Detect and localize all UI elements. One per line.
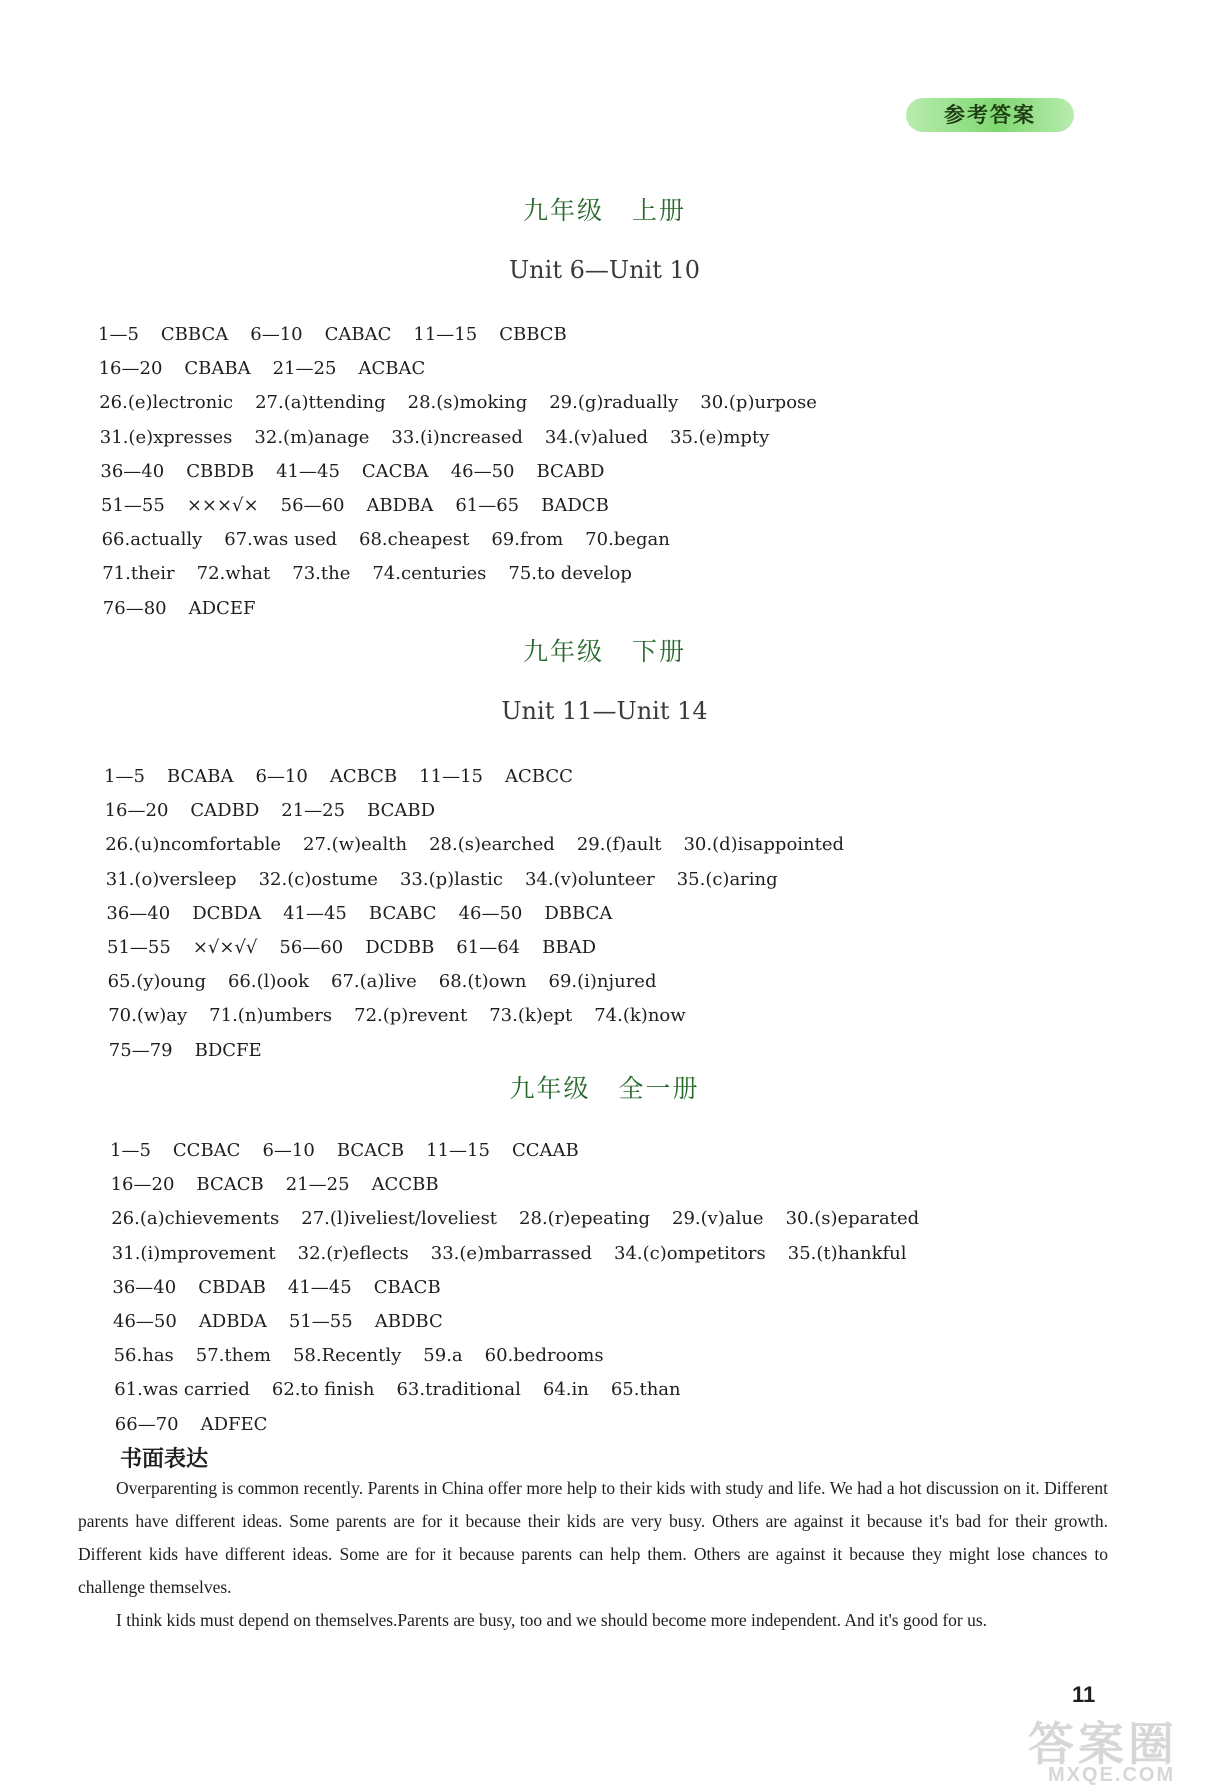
- answer-item: DCBDA: [192, 902, 262, 924]
- answer-item: 29.(v)alue: [672, 1208, 764, 1230]
- answer-item: 65.than: [610, 1379, 681, 1401]
- answer-item: 31.(e)xpresses: [99, 426, 233, 448]
- answer-item: 71.(n)umbers: [209, 1005, 333, 1027]
- answer-row: [105, 834, 866, 868]
- answer-item: ACCBB: [371, 1174, 439, 1196]
- answer-row: [106, 869, 800, 903]
- answer-item: 32.(m)anage: [254, 426, 370, 448]
- answer-item: 30.(p)urpose: [700, 392, 817, 414]
- answer-item: 35.(c)aring: [676, 868, 778, 890]
- answer-item: 59.a: [423, 1345, 463, 1367]
- answer-item: 75—79: [108, 1039, 173, 1061]
- answer-item: 66.(l)ook: [227, 971, 309, 993]
- answer-item: 46—50: [458, 902, 523, 924]
- answer-item: 51—55: [107, 937, 171, 958]
- watermark-text: 答案圈: [1028, 1718, 1178, 1770]
- answer-item: BADCB: [541, 495, 609, 516]
- answer-item: CACBA: [361, 460, 429, 482]
- answer-item: ADFEC: [200, 1413, 268, 1435]
- answer-item: 33.(p)lastic: [399, 868, 503, 890]
- answer-item: CBACB: [373, 1276, 441, 1298]
- answer-row: [106, 903, 634, 937]
- answer-item: CBBCB: [499, 324, 567, 345]
- answer-item: 68.(t)own: [438, 971, 527, 993]
- section-2-grade-title: 九年级 下册: [523, 637, 686, 666]
- answer-item: 74.centuries: [372, 563, 487, 585]
- answer-item: 11—15: [419, 766, 483, 787]
- answer-row: [105, 800, 458, 834]
- answer-item: 6—10: [255, 766, 308, 787]
- answer-item: 34.(v)olunteer: [524, 868, 655, 890]
- answer-item: 33.(e)mbarrassed: [430, 1242, 593, 1264]
- answer-item: BCABA: [166, 766, 234, 787]
- answer-item: 36—40: [106, 902, 171, 924]
- answer-item: ABDBC: [374, 1311, 443, 1332]
- answer-item: 6—10: [250, 324, 303, 345]
- answer-item: CADBD: [190, 800, 260, 822]
- answer-row: [100, 461, 626, 495]
- answer-item: CABAC: [324, 324, 392, 345]
- answer-item: CBDAB: [198, 1276, 266, 1298]
- answer-item: 29.(f)ault: [576, 834, 662, 856]
- answer-item: 32.(r)eflects: [297, 1242, 409, 1264]
- answer-item: 64.in: [542, 1379, 589, 1401]
- answer-item: 33.(i)ncreased: [391, 426, 523, 448]
- answer-item: 46—50: [450, 460, 515, 482]
- answer-item: 29.(g)radually: [549, 392, 679, 414]
- answer-item: 27.(w)ealth: [303, 834, 408, 856]
- answer-item: ×√×√√: [192, 937, 258, 958]
- answer-item: 34.(v)alued: [544, 426, 649, 448]
- answer-item: BCABD: [367, 800, 436, 822]
- answer-item: 41—45: [283, 902, 347, 924]
- answer-row: [102, 563, 654, 597]
- answer-row: [113, 1311, 465, 1345]
- answer-row: [114, 1379, 702, 1413]
- answer-item: 56.has: [113, 1345, 174, 1367]
- answer-item: 66—70: [114, 1413, 179, 1435]
- answer-item: 28.(r)epeating: [519, 1208, 650, 1230]
- answer-item: 75.to develop: [508, 563, 632, 585]
- answer-item: ADCEF: [188, 597, 256, 619]
- answer-item: 61—65: [455, 495, 520, 516]
- answer-item: 27.(a)ttending: [255, 392, 386, 414]
- answer-item: 27.(l)iveliest/loveliest: [301, 1208, 498, 1230]
- answer-item: BCABC: [368, 902, 437, 924]
- answer-row: [99, 392, 839, 426]
- answer-item: 30.(d)isappointed: [683, 834, 845, 856]
- writing-section-title: 书面表达: [120, 1447, 209, 1472]
- answer-row: [100, 427, 792, 461]
- answer-item: 34.(c)ompetitors: [614, 1242, 766, 1264]
- answer-item: 56—60: [280, 495, 345, 516]
- answer-item: 28.(s)earched: [429, 834, 555, 856]
- answer-item: 68.cheapest: [359, 529, 470, 551]
- answer-item: BCACB: [196, 1174, 264, 1196]
- answer-item: 11—15: [426, 1140, 490, 1161]
- answer-item: DBBCA: [544, 902, 613, 924]
- answer-item: 61.was carried: [114, 1379, 250, 1401]
- watermark-logo: [1028, 1708, 1198, 1788]
- answer-row: [114, 1345, 626, 1379]
- answer-item: 58.Recently: [292, 1345, 402, 1367]
- answer-item: 67.was used: [224, 529, 338, 551]
- answer-item: ACBCC: [504, 766, 573, 787]
- answer-item: BCACB: [336, 1140, 405, 1161]
- answer-item: ACBCB: [329, 766, 398, 787]
- answer-row: [107, 937, 618, 971]
- answer-item: 60.bedrooms: [484, 1345, 604, 1367]
- answer-item: ABDBA: [366, 495, 434, 516]
- answer-item: 66.actually: [101, 529, 203, 551]
- answer-item: 61—64: [456, 937, 521, 958]
- answer-item: CCAAB: [511, 1140, 579, 1161]
- answer-item: 31.(i)mprovement: [111, 1242, 276, 1264]
- answer-item: CBABA: [184, 358, 251, 380]
- answer-item: BBAD: [542, 937, 596, 958]
- answer-item: 69.from: [491, 529, 564, 551]
- answer-row: [110, 1140, 601, 1174]
- answer-item: 51—55: [288, 1311, 353, 1332]
- answer-item: 26.(a)chievements: [111, 1208, 280, 1230]
- answer-item: ADBDA: [198, 1311, 267, 1332]
- answer-row: [112, 1243, 929, 1277]
- answer-item: CBBCA: [160, 324, 229, 345]
- answer-item: 69.(i)njured: [548, 971, 657, 993]
- answer-item: 6—10: [262, 1140, 315, 1161]
- answer-item: BDCFE: [194, 1039, 262, 1061]
- page-number: 11: [1072, 1682, 1096, 1707]
- answer-row: [99, 358, 448, 392]
- answer-key-tag: 参考答案: [906, 98, 1074, 132]
- answer-item: 71.their: [102, 563, 175, 585]
- section-3-grade-title: 九年级 全一册: [509, 1074, 700, 1103]
- answer-item: 26.(u)ncomfortable: [105, 834, 282, 856]
- answer-item: 1—5: [110, 1140, 151, 1161]
- answer-item: 62.to finish: [271, 1379, 375, 1401]
- answer-row: [108, 1005, 707, 1039]
- answer-item: 35.(t)hankful: [787, 1242, 907, 1264]
- answer-row: [101, 495, 631, 529]
- answer-item: 73.the: [292, 563, 351, 585]
- answer-item: 16—20: [110, 1174, 175, 1196]
- answer-item: 21—25: [285, 1174, 350, 1196]
- answer-row: [103, 598, 278, 632]
- answer-item: 63.traditional: [396, 1379, 521, 1401]
- answer-item: ×××√×: [186, 495, 259, 516]
- answer-item: 36—40: [100, 460, 165, 482]
- answer-item: CCBAC: [172, 1140, 241, 1161]
- answer-item: 35.(e)mpty: [670, 426, 770, 448]
- answer-row: [102, 529, 692, 563]
- answer-item: 67.(a)live: [331, 971, 417, 993]
- answer-row: [108, 971, 679, 1005]
- answer-item: 28.(s)moking: [407, 392, 528, 414]
- answer-row: [104, 766, 595, 800]
- answer-item: 41—45: [276, 460, 340, 482]
- answer-item: 36—40: [112, 1276, 177, 1298]
- answer-item: 16—20: [98, 358, 163, 380]
- answer-item: 72.what: [196, 563, 271, 585]
- answer-item: 51—55: [101, 495, 165, 516]
- answer-item: 1—5: [98, 324, 139, 345]
- essay-paragraph: Overparenting is common recently. Parents in China offer more help to their kids with study and life. We had a hot discussion on it. Different parents have different ideas. Some parents are for it because their kids are very busy. Others are against it because it's bad for their growth. Different kids have different ideas. Some are for it because parents can help them. Others are against it because they might lose chances to challenge themselves.: [78, 1478, 1108, 1597]
- answer-item: 72.(p)revent: [354, 1005, 468, 1027]
- answer-item: 65.(y)oung: [107, 971, 206, 993]
- answer-item: 1—5: [104, 766, 145, 787]
- section-1-grade-title: 九年级 上册: [523, 196, 686, 225]
- answer-row: [98, 324, 589, 358]
- section-2-unit-range: Unit 11—Unit 14: [501, 697, 708, 725]
- answer-item: 30.(s)eparated: [785, 1208, 920, 1230]
- answer-item: 46—50: [113, 1311, 177, 1332]
- answer-item: 11—15: [413, 324, 478, 345]
- answer-item: 21—25: [281, 800, 346, 822]
- watermark-url: MXQE.COM: [1048, 1764, 1176, 1786]
- answer-item: 26.(e)lectronic: [99, 392, 234, 414]
- answer-row: [111, 1174, 461, 1208]
- answer-item: DCDBB: [365, 937, 435, 958]
- answer-item: 76—80: [102, 597, 167, 619]
- answer-item: CBBDB: [186, 460, 255, 482]
- section-1-unit-range: Unit 6—Unit 10: [508, 256, 701, 284]
- answer-item: BCABD: [536, 460, 605, 482]
- essay-body: [78, 1472, 1108, 1637]
- answer-item: 41—45: [287, 1276, 352, 1298]
- answer-row: [111, 1208, 941, 1242]
- answer-item: 73.(k)ept: [489, 1005, 573, 1027]
- answer-item: 21—25: [272, 358, 337, 380]
- answer-item: ACBAC: [358, 358, 426, 380]
- answer-item: 70.(w)ay: [108, 1005, 188, 1027]
- answer-item: 56—60: [279, 937, 344, 958]
- answer-item: 16—20: [104, 800, 169, 822]
- answer-item: 70.began: [585, 529, 670, 551]
- answer-row: [112, 1277, 462, 1311]
- answer-item: 57.them: [195, 1345, 271, 1367]
- answer-item: 31.(o)versleep: [105, 868, 237, 890]
- answer-item: 74.(k)now: [594, 1005, 686, 1027]
- essay-paragraph: I think kids must depend on themselves.Parents are busy, too and we should become more independent. And it's good for us.: [116, 1610, 988, 1630]
- answer-item: 32.(c)ostume: [258, 868, 378, 890]
